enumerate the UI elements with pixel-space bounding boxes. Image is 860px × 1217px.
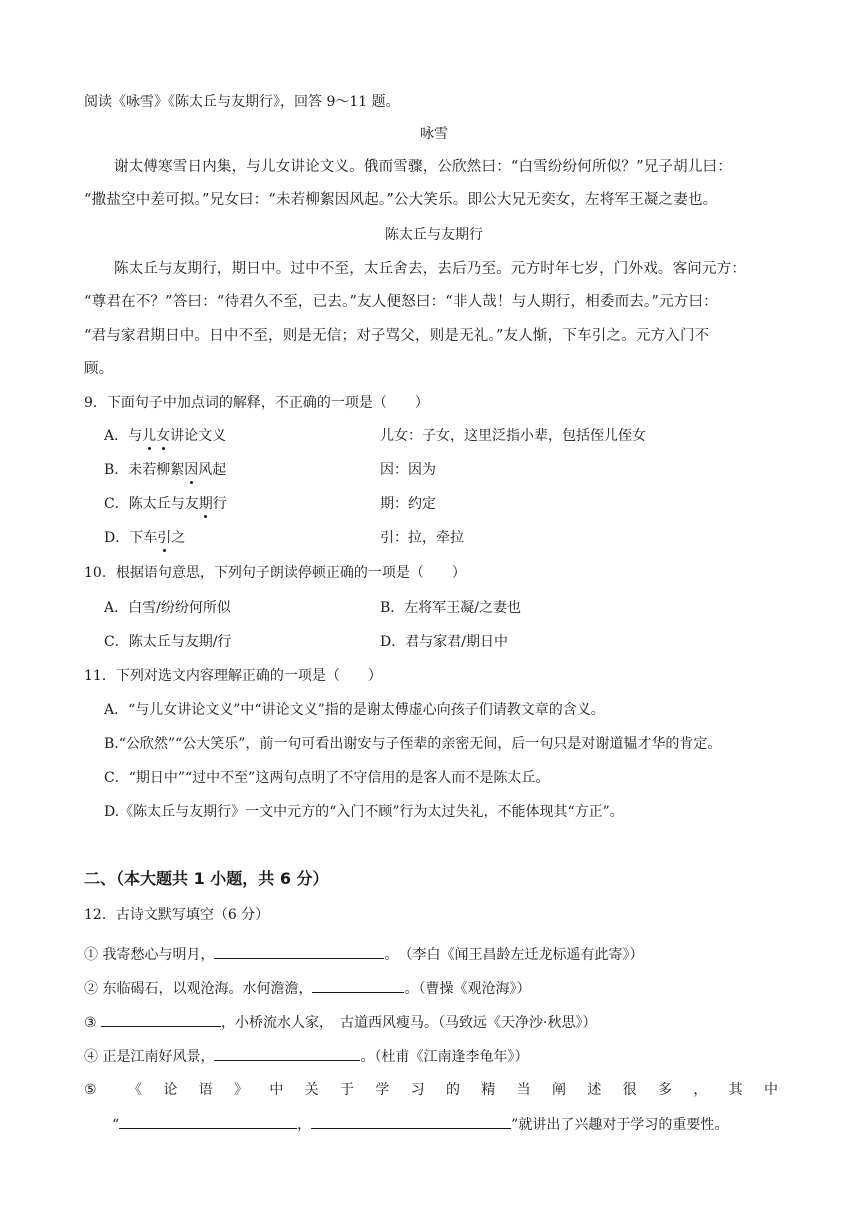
q10-option-c: C．陈太丘与友期/行	[104, 634, 232, 650]
q9-option-c	[104, 494, 804, 514]
q11-option-a: A．“与儿女讲论文义”中“讲论文义”指的是谢太傅虚心向孩子们请教文章的含义。	[104, 702, 605, 718]
poem2-line-4: 顾。	[84, 361, 114, 377]
q11-option-d: D.《陈太丘与友期行》一文中元方的“入门不顾”行为太过失礼，不能体现其“方正”。	[104, 804, 624, 820]
item-number: ③	[84, 1015, 97, 1031]
q11-option-c: C．“期日中”“过中不至”这两句点明了不守信用的是客人而不是陈太丘。	[104, 770, 550, 786]
reading-intro: 阅读《咏雪》《陈太丘与友期行》，回答 9～11 题。	[84, 94, 400, 110]
option-text: 与	[128, 428, 143, 444]
item-source: ，小桥流水人家， 古道西风瘦马。（马致远《天净沙·秋思》）	[221, 1015, 597, 1031]
dotted-char: 儿	[142, 428, 157, 444]
q9-answer-b: 因：因为	[380, 462, 436, 478]
fill-item-3	[84, 1012, 784, 1033]
q10-stem: 10．根据语句意思，下列句子朗读停顿正确的一项是（ ）	[84, 565, 466, 581]
q9-answer-d: 引：拉，牵拉	[380, 530, 464, 546]
fill-item-2	[84, 978, 784, 999]
fill-blank[interactable]	[311, 1114, 511, 1129]
poem1-line-1: 谢太傅寒雪日内集，与儿女讲论文义。俄而雪骤，公欣然曰：“白雪纷纷何所似？”兄子胡儿曰：	[114, 159, 732, 175]
option-label: A．	[104, 428, 129, 444]
poem2-line-2: “尊君在不？”答曰：“待君久不至，已去。”友人便怒曰：“非人哉！与人期行，相委而去。”元方曰：	[84, 294, 718, 310]
poem1-line-2: “撒盐空中差可拟。”兄女曰：“未若柳絮因风起。”公大笑乐。即公大兄无奕女，左将军王凝之妻也。	[84, 192, 718, 208]
option-text: 风起	[198, 462, 227, 478]
q9-stem: 9．下面句子中加点词的解释，不正确的一项是（ ）	[84, 395, 429, 411]
dotted-char: 女	[156, 428, 171, 444]
fill-blank[interactable]	[101, 1012, 221, 1027]
option-text: 之	[171, 530, 186, 546]
item-text: 我寄愁心与明月，	[102, 947, 215, 963]
item-text: ”就讲出了兴趣对于学习的重要性。	[511, 1117, 729, 1133]
fill-blank[interactable]	[214, 1046, 360, 1061]
item-text: 东临碣石，以观沧海。水何澹澹，	[102, 981, 313, 997]
item-number: ②	[84, 981, 98, 997]
q11-option-b: B.“公欣然”“公大笑乐”，前一句可看出谢安与子侄辈的亲密无间，后一句只是对谢道韫才华的肯定。	[104, 736, 722, 752]
dotted-char: 期	[198, 496, 213, 512]
option-text: 未若柳絮	[128, 462, 185, 478]
option-text: 下车	[129, 530, 158, 546]
section2-heading: 二、（本大题共 1 小题，共 6 分）	[84, 869, 329, 888]
option-label: D．	[104, 530, 130, 546]
fill-blank[interactable]	[119, 1114, 297, 1129]
fill-blank[interactable]	[312, 978, 404, 993]
item-source: 。（曹操《观沧海》）	[404, 981, 531, 997]
q12-stem: 12．古诗文默写填空（6 分）	[84, 907, 270, 923]
fill-item-5-line1: 《 论 语 》 中 关 于 学 习 的 精 当 阐 述 很 多 ， 其 中	[128, 1082, 778, 1098]
dotted-char: 引	[157, 530, 172, 546]
open-quote: “	[112, 1117, 120, 1133]
item-source: 。 （李白《闻王昌龄左迁龙标遥有此寄》）	[384, 947, 644, 963]
option-text: 行	[212, 496, 227, 512]
poem2-line-1: 陈太丘与友期行，期日中。过中不至，太丘舍去，去后乃至。元方时年七岁，门外戏。客问元方：	[114, 261, 747, 277]
item-number: ①	[84, 947, 98, 963]
option-label: C．	[104, 496, 129, 512]
poem1-title: 咏雪	[420, 126, 448, 142]
q10-option-d: D．君与家君/期日中	[380, 634, 508, 650]
q9-answer-a: 儿女：子女，这里泛指小辈，包括侄儿侄女	[380, 428, 646, 444]
fill-item-4	[84, 1046, 784, 1067]
comma: ，	[297, 1117, 312, 1133]
poem2-line-3: “君与家君期日中。日中不至，则是无信；对子骂父，则是无礼。”友人惭，下车引之。元方入门不	[84, 328, 710, 344]
option-label: B．	[104, 462, 129, 478]
item-source: 。（杜甫《江南逢李龟年》）	[360, 1049, 529, 1065]
fill-item-1	[84, 944, 784, 965]
fill-item-5-number: ⑤	[84, 1082, 97, 1098]
poem2-title: 陈太丘与友期行	[385, 227, 483, 243]
q10-option-b: B．左将军王凝/之妻也	[380, 600, 522, 616]
fill-item-5-line2	[112, 1114, 812, 1135]
option-text: 讲论文义	[170, 428, 227, 444]
q9-option-b	[104, 460, 804, 480]
q11-stem: 11．下列对选文内容理解正确的一项是（ ）	[84, 668, 382, 684]
q9-answer-c: 期：约定	[380, 496, 436, 512]
item-text: 正是江南好风景，	[102, 1049, 215, 1065]
item-number: ④	[84, 1049, 98, 1065]
fill-blank[interactable]	[214, 944, 384, 959]
q10-option-a: A．白雪/纷纷何所似	[104, 600, 231, 616]
dotted-char: 因	[184, 462, 199, 478]
option-text: 陈太丘与友	[128, 496, 199, 512]
